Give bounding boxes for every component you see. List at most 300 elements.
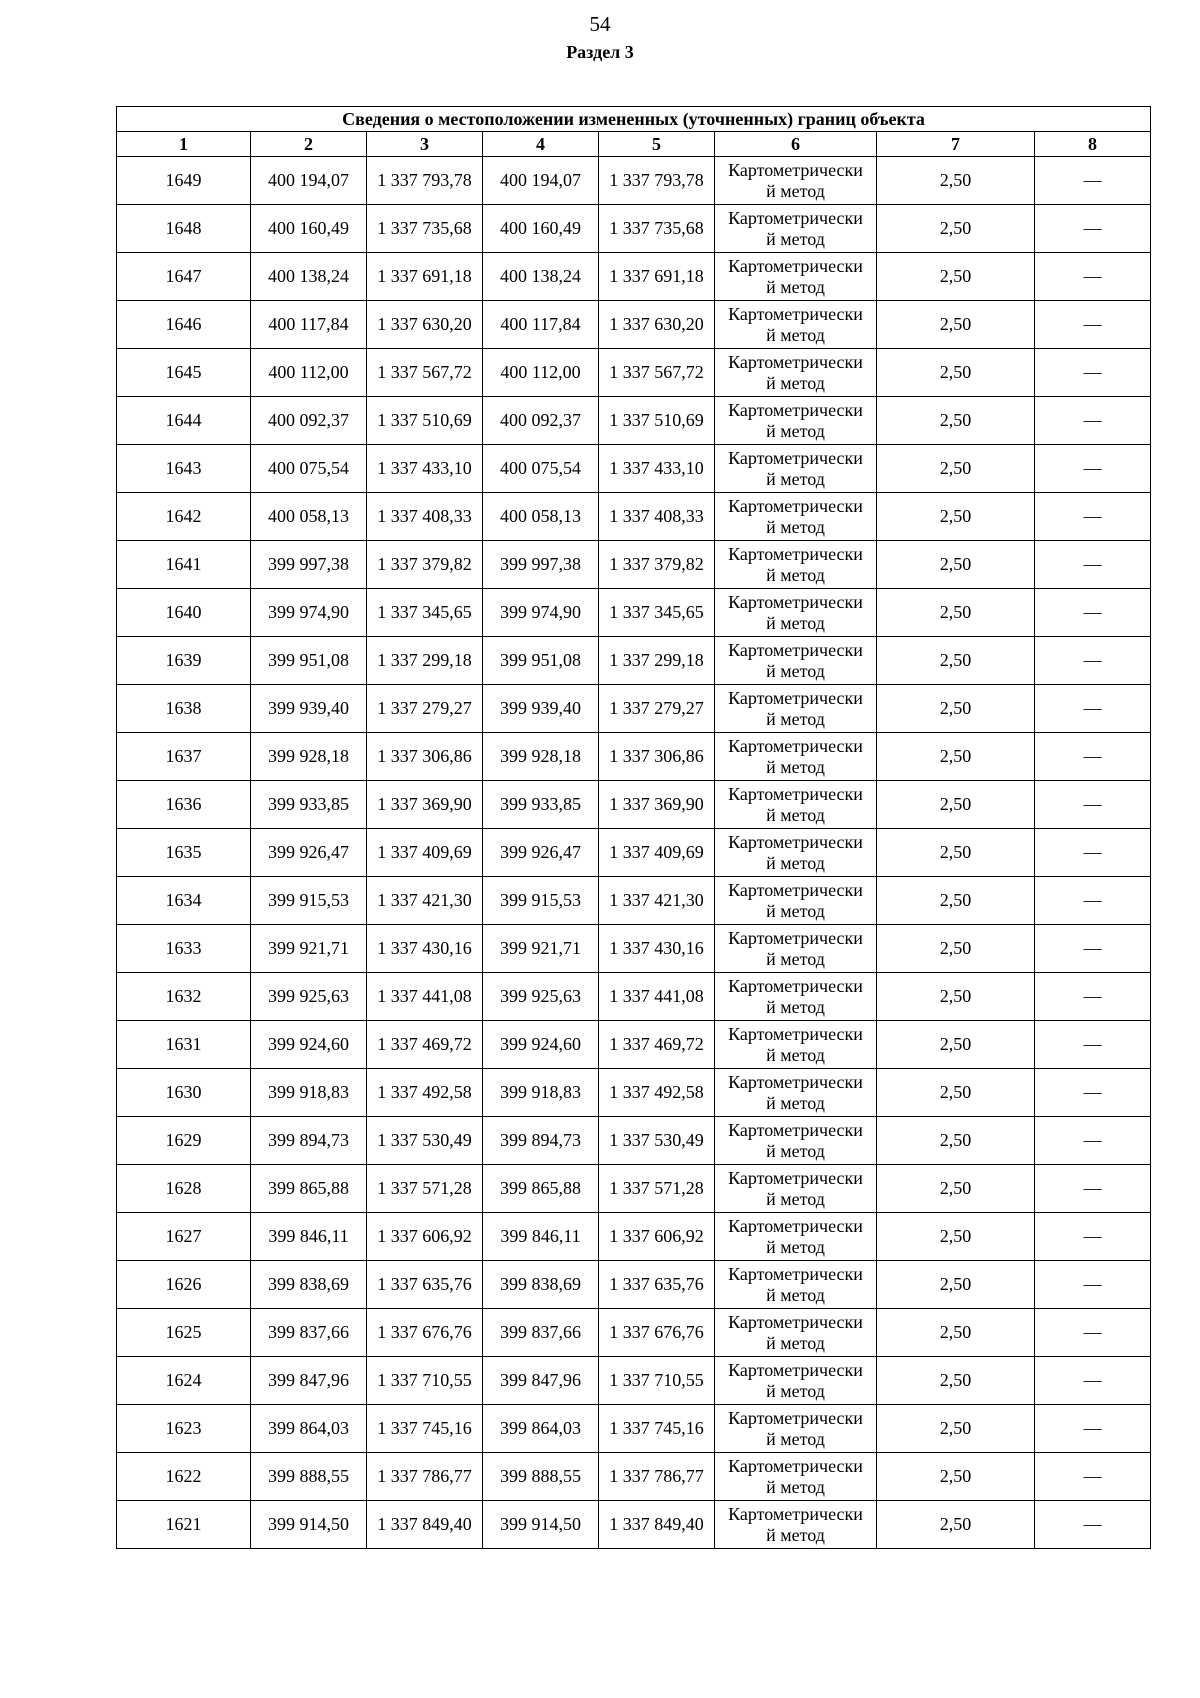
method-line-1: Картометрически <box>728 207 863 228</box>
accuracy-cell: 2,50 <box>877 301 1035 349</box>
dash-cell: — <box>1035 301 1151 349</box>
table-row <box>117 1357 1151 1405</box>
method-line-2: й метод <box>766 996 825 1017</box>
coordinate-cell: 399 939,40 <box>251 685 367 733</box>
accuracy-cell: 2,50 <box>877 829 1035 877</box>
dash-cell: — <box>1035 1453 1151 1501</box>
table-row <box>117 1021 1151 1069</box>
coordinate-cell: 1 337 630,20 <box>367 301 483 349</box>
method-line-2: й метод <box>766 948 825 969</box>
coordinate-cell: 1 337 786,77 <box>367 1453 483 1501</box>
coordinate-cell: 400 075,54 <box>483 445 599 493</box>
table-row <box>117 157 1151 205</box>
coordinate-cell: 1 337 299,18 <box>367 637 483 685</box>
method-line-2: й метод <box>766 228 825 249</box>
point-number-cell: 1644 <box>117 397 251 445</box>
coordinate-cell: 399 865,88 <box>251 1165 367 1213</box>
table-row <box>117 685 1151 733</box>
coordinate-cell: 399 864,03 <box>483 1405 599 1453</box>
table-row <box>117 733 1151 781</box>
column-header: 1 <box>117 132 251 157</box>
method-cell <box>715 253 877 301</box>
method-line-1: Картометрически <box>728 1167 863 1188</box>
table-row <box>117 829 1151 877</box>
coordinate-cell: 1 337 567,72 <box>599 349 715 397</box>
accuracy-cell: 2,50 <box>877 445 1035 493</box>
page-number: 54 <box>589 12 611 36</box>
coordinate-cell: 399 951,08 <box>483 637 599 685</box>
coordinate-cell: 399 837,66 <box>251 1309 367 1357</box>
table-row <box>117 1165 1151 1213</box>
method-line-1: Картометрически <box>728 1359 863 1380</box>
accuracy-cell: 2,50 <box>877 1213 1035 1261</box>
coordinate-cell: 399 847,96 <box>483 1357 599 1405</box>
point-number-cell: 1630 <box>117 1069 251 1117</box>
method-line-2: й метод <box>766 1332 825 1353</box>
dash-cell: — <box>1035 973 1151 1021</box>
method-cell <box>715 205 877 253</box>
accuracy-cell: 2,50 <box>877 973 1035 1021</box>
coordinate-cell: 399 926,47 <box>483 829 599 877</box>
accuracy-cell: 2,50 <box>877 733 1035 781</box>
point-number-cell: 1622 <box>117 1453 251 1501</box>
method-line-1: Картометрически <box>728 639 863 660</box>
coordinate-cell: 1 337 635,76 <box>367 1261 483 1309</box>
method-cell <box>715 1021 877 1069</box>
coordinate-cell: 1 337 441,08 <box>367 973 483 1021</box>
coordinate-cell: 1 337 571,28 <box>367 1165 483 1213</box>
method-cell <box>715 925 877 973</box>
method-cell <box>715 397 877 445</box>
method-line-1: Картометрически <box>728 1119 863 1140</box>
section-title: Раздел 3 <box>566 42 634 62</box>
coordinate-cell: 1 337 433,10 <box>599 445 715 493</box>
table-row <box>117 1309 1151 1357</box>
accuracy-cell: 2,50 <box>877 493 1035 541</box>
coordinate-cell: 399 924,60 <box>483 1021 599 1069</box>
method-cell <box>715 877 877 925</box>
method-line-1: Картометрически <box>728 1071 863 1092</box>
method-line-1: Картометрически <box>728 1455 863 1476</box>
point-number-cell: 1643 <box>117 445 251 493</box>
table-row <box>117 493 1151 541</box>
method-cell <box>715 685 877 733</box>
accuracy-cell: 2,50 <box>877 589 1035 637</box>
coordinate-cell: 399 915,53 <box>251 877 367 925</box>
dash-cell: — <box>1035 397 1151 445</box>
coordinate-cell: 1 337 279,27 <box>599 685 715 733</box>
method-cell <box>715 733 877 781</box>
table-row <box>117 253 1151 301</box>
coordinate-cell: 399 846,11 <box>251 1213 367 1261</box>
accuracy-cell: 2,50 <box>877 1069 1035 1117</box>
point-number-cell: 1633 <box>117 925 251 973</box>
coordinate-cell: 399 918,83 <box>251 1069 367 1117</box>
method-line-1: Картометрически <box>728 1503 863 1524</box>
coordinate-cell: 1 337 510,69 <box>599 397 715 445</box>
coordinate-cell: 1 337 469,72 <box>367 1021 483 1069</box>
table-row <box>117 205 1151 253</box>
column-header: 6 <box>715 132 877 157</box>
table-caption: Сведения о местоположении измененных (уточненных) границ объекта <box>117 107 1151 132</box>
coordinate-cell: 1 337 571,28 <box>599 1165 715 1213</box>
point-number-cell: 1628 <box>117 1165 251 1213</box>
coordinate-cell: 400 112,00 <box>251 349 367 397</box>
method-cell <box>715 1165 877 1213</box>
method-line-2: й метод <box>766 468 825 489</box>
column-header: 4 <box>483 132 599 157</box>
dash-cell: — <box>1035 733 1151 781</box>
point-number-cell: 1636 <box>117 781 251 829</box>
coordinate-cell: 400 138,24 <box>483 253 599 301</box>
coordinate-cell: 1 337 735,68 <box>599 205 715 253</box>
table-row <box>117 925 1151 973</box>
coordinate-cell: 1 337 430,16 <box>367 925 483 973</box>
dash-cell: — <box>1035 1261 1151 1309</box>
method-line-2: й метод <box>766 516 825 537</box>
method-line-1: Картометрически <box>728 351 863 372</box>
dash-cell: — <box>1035 157 1151 205</box>
method-cell <box>715 1357 877 1405</box>
dash-cell: — <box>1035 1309 1151 1357</box>
method-cell <box>715 781 877 829</box>
point-number-cell: 1647 <box>117 253 251 301</box>
coordinate-cell: 399 838,69 <box>251 1261 367 1309</box>
column-header: 7 <box>877 132 1035 157</box>
dash-cell: — <box>1035 781 1151 829</box>
method-cell <box>715 973 877 1021</box>
coordinate-cell: 400 138,24 <box>251 253 367 301</box>
method-cell <box>715 1213 877 1261</box>
coordinate-cell: 1 337 421,30 <box>599 877 715 925</box>
coordinate-cell: 1 337 530,49 <box>367 1117 483 1165</box>
accuracy-cell: 2,50 <box>877 877 1035 925</box>
point-number-cell: 1648 <box>117 205 251 253</box>
method-line-2: й метод <box>766 324 825 345</box>
coordinate-cell: 399 838,69 <box>483 1261 599 1309</box>
method-line-1: Картометрически <box>728 159 863 180</box>
coordinate-cell: 399 846,11 <box>483 1213 599 1261</box>
method-line-1: Картометрически <box>728 495 863 516</box>
accuracy-cell: 2,50 <box>877 157 1035 205</box>
method-line-2: й метод <box>766 420 825 441</box>
coordinate-cell: 1 337 345,65 <box>599 589 715 637</box>
accuracy-cell: 2,50 <box>877 1165 1035 1213</box>
coordinate-cell: 399 926,47 <box>251 829 367 877</box>
method-line-2: й метод <box>766 612 825 633</box>
method-cell <box>715 493 877 541</box>
coordinate-cell: 400 092,37 <box>251 397 367 445</box>
method-cell <box>715 1069 877 1117</box>
coordinate-cell: 400 117,84 <box>483 301 599 349</box>
table-row <box>117 1405 1151 1453</box>
table-row <box>117 445 1151 493</box>
method-cell <box>715 445 877 493</box>
coordinate-cell: 399 933,85 <box>483 781 599 829</box>
table-row <box>117 1069 1151 1117</box>
point-number-cell: 1638 <box>117 685 251 733</box>
method-line-2: й метод <box>766 276 825 297</box>
method-line-2: й метод <box>766 1380 825 1401</box>
accuracy-cell: 2,50 <box>877 349 1035 397</box>
method-line-1: Картометрически <box>728 1311 863 1332</box>
accuracy-cell: 2,50 <box>877 397 1035 445</box>
method-line-1: Картометрически <box>728 879 863 900</box>
point-number-cell: 1645 <box>117 349 251 397</box>
method-line-1: Картометрически <box>728 927 863 948</box>
coordinate-cell: 1 337 409,69 <box>367 829 483 877</box>
dash-cell: — <box>1035 877 1151 925</box>
coordinate-cell: 399 914,50 <box>251 1501 367 1549</box>
coordinate-cell: 399 888,55 <box>483 1453 599 1501</box>
method-line-2: й метод <box>766 1236 825 1257</box>
method-line-1: Картометрически <box>728 1215 863 1236</box>
method-line-2: й метод <box>766 804 825 825</box>
coordinate-cell: 1 337 510,69 <box>367 397 483 445</box>
dash-cell: — <box>1035 925 1151 973</box>
header-row <box>117 132 1151 157</box>
coordinate-cell: 1 337 433,10 <box>367 445 483 493</box>
coordinate-cell: 1 337 530,49 <box>599 1117 715 1165</box>
point-number-cell: 1634 <box>117 877 251 925</box>
dash-cell: — <box>1035 1357 1151 1405</box>
table-row <box>117 1453 1151 1501</box>
coordinate-cell: 1 337 691,18 <box>367 253 483 301</box>
accuracy-cell: 2,50 <box>877 1021 1035 1069</box>
point-number-cell: 1629 <box>117 1117 251 1165</box>
point-number-cell: 1632 <box>117 973 251 1021</box>
coordinate-cell: 1 337 469,72 <box>599 1021 715 1069</box>
coordinate-cell: 399 974,90 <box>251 589 367 637</box>
point-number-cell: 1621 <box>117 1501 251 1549</box>
accuracy-cell: 2,50 <box>877 1309 1035 1357</box>
method-cell <box>715 1453 877 1501</box>
coordinate-cell: 1 337 630,20 <box>599 301 715 349</box>
dash-cell: — <box>1035 349 1151 397</box>
method-line-1: Картометрически <box>728 1263 863 1284</box>
accuracy-cell: 2,50 <box>877 1117 1035 1165</box>
dash-cell: — <box>1035 205 1151 253</box>
coordinate-cell: 1 337 691,18 <box>599 253 715 301</box>
coordinate-cell: 399 928,18 <box>251 733 367 781</box>
method-line-2: й метод <box>766 1476 825 1497</box>
method-line-2: й метод <box>766 756 825 777</box>
accuracy-cell: 2,50 <box>877 1357 1035 1405</box>
coordinate-cell: 399 888,55 <box>251 1453 367 1501</box>
method-line-2: й метод <box>766 1284 825 1305</box>
coordinate-cell: 399 865,88 <box>483 1165 599 1213</box>
coordinate-cell: 1 337 421,30 <box>367 877 483 925</box>
method-line-1: Картометрически <box>728 399 863 420</box>
point-number-cell: 1625 <box>117 1309 251 1357</box>
dash-cell: — <box>1035 829 1151 877</box>
method-line-1: Картометрически <box>728 783 863 804</box>
coordinate-cell: 1 337 369,90 <box>367 781 483 829</box>
coordinate-cell: 400 075,54 <box>251 445 367 493</box>
table-row <box>117 589 1151 637</box>
method-line-1: Картометрически <box>728 255 863 276</box>
coordinate-cell: 399 924,60 <box>251 1021 367 1069</box>
accuracy-cell: 2,50 <box>877 1501 1035 1549</box>
coordinate-cell: 1 337 710,55 <box>367 1357 483 1405</box>
coordinate-cell: 399 997,38 <box>483 541 599 589</box>
point-number-cell: 1646 <box>117 301 251 349</box>
coordinate-cell: 399 925,63 <box>251 973 367 1021</box>
point-number-cell: 1626 <box>117 1261 251 1309</box>
coordinate-cell: 399 915,53 <box>483 877 599 925</box>
coordinate-cell: 400 160,49 <box>483 205 599 253</box>
method-line-2: й метод <box>766 1188 825 1209</box>
method-line-1: Картометрически <box>728 735 863 756</box>
table-row <box>117 637 1151 685</box>
coordinate-cell: 399 951,08 <box>251 637 367 685</box>
method-cell <box>715 349 877 397</box>
accuracy-cell: 2,50 <box>877 1261 1035 1309</box>
coordinate-cell: 1 337 710,55 <box>599 1357 715 1405</box>
coordinate-cell: 400 058,13 <box>251 493 367 541</box>
point-number-cell: 1641 <box>117 541 251 589</box>
point-number-cell: 1642 <box>117 493 251 541</box>
method-cell <box>715 589 877 637</box>
coordinate-cell: 1 337 408,33 <box>367 493 483 541</box>
coordinate-cell: 1 337 408,33 <box>599 493 715 541</box>
method-line-1: Картометрически <box>728 591 863 612</box>
point-number-cell: 1623 <box>117 1405 251 1453</box>
coordinate-cell: 1 337 441,08 <box>599 973 715 1021</box>
method-cell <box>715 637 877 685</box>
method-cell <box>715 541 877 589</box>
dash-cell: — <box>1035 589 1151 637</box>
column-header: 8 <box>1035 132 1151 157</box>
coordinate-cell: 399 925,63 <box>483 973 599 1021</box>
accuracy-cell: 2,50 <box>877 1405 1035 1453</box>
point-number-cell: 1631 <box>117 1021 251 1069</box>
coordinate-cell: 1 337 379,82 <box>599 541 715 589</box>
method-line-1: Картометрически <box>728 1023 863 1044</box>
method-cell <box>715 829 877 877</box>
point-number-cell: 1637 <box>117 733 251 781</box>
coordinate-cell: 399 914,50 <box>483 1501 599 1549</box>
coordinate-cell: 1 337 299,18 <box>599 637 715 685</box>
coordinate-cell: 1 337 306,86 <box>367 733 483 781</box>
table-body <box>117 157 1151 1549</box>
point-number-cell: 1639 <box>117 637 251 685</box>
table-row <box>117 397 1151 445</box>
coordinate-cell: 1 337 279,27 <box>367 685 483 733</box>
method-line-2: й метод <box>766 180 825 201</box>
coordinate-cell: 399 933,85 <box>251 781 367 829</box>
coordinate-cell: 400 160,49 <box>251 205 367 253</box>
point-number-cell: 1635 <box>117 829 251 877</box>
coordinate-cell: 400 117,84 <box>251 301 367 349</box>
coordinate-cell: 399 864,03 <box>251 1405 367 1453</box>
coordinate-cell: 1 337 430,16 <box>599 925 715 973</box>
method-cell <box>715 1117 877 1165</box>
table-row <box>117 973 1151 1021</box>
coordinate-cell: 1 337 345,65 <box>367 589 483 637</box>
dash-cell: — <box>1035 253 1151 301</box>
accuracy-cell: 2,50 <box>877 781 1035 829</box>
method-line-1: Картометрически <box>728 1407 863 1428</box>
dash-cell: — <box>1035 445 1151 493</box>
dash-cell: — <box>1035 1213 1151 1261</box>
table-row <box>117 349 1151 397</box>
table-row <box>117 541 1151 589</box>
method-line-2: й метод <box>766 1044 825 1065</box>
coordinate-cell: 399 997,38 <box>251 541 367 589</box>
dash-cell: — <box>1035 1117 1151 1165</box>
method-line-2: й метод <box>766 852 825 873</box>
coordinate-cell: 399 921,71 <box>251 925 367 973</box>
method-line-1: Картометрически <box>728 447 863 468</box>
coordinate-cell: 1 337 676,76 <box>367 1309 483 1357</box>
dash-cell: — <box>1035 1405 1151 1453</box>
accuracy-cell: 2,50 <box>877 1453 1035 1501</box>
coordinate-cell: 1 337 492,58 <box>599 1069 715 1117</box>
method-line-2: й метод <box>766 1428 825 1449</box>
dash-cell: — <box>1035 1165 1151 1213</box>
coordinate-cell: 399 918,83 <box>483 1069 599 1117</box>
coordinate-cell: 400 194,07 <box>483 157 599 205</box>
method-line-2: й метод <box>766 1140 825 1161</box>
coordinate-cell: 399 837,66 <box>483 1309 599 1357</box>
coordinate-cell: 399 921,71 <box>483 925 599 973</box>
method-line-2: й метод <box>766 1092 825 1113</box>
coordinate-cell: 1 337 606,92 <box>599 1213 715 1261</box>
dash-cell: — <box>1035 493 1151 541</box>
coordinate-cell: 1 337 369,90 <box>599 781 715 829</box>
coordinate-cell: 399 939,40 <box>483 685 599 733</box>
point-number-cell: 1627 <box>117 1213 251 1261</box>
coordinate-cell: 1 337 567,72 <box>367 349 483 397</box>
coordinate-cell: 399 928,18 <box>483 733 599 781</box>
method-line-1: Картометрически <box>728 543 863 564</box>
point-number-cell: 1649 <box>117 157 251 205</box>
method-line-2: й метод <box>766 660 825 681</box>
coordinate-cell: 1 337 492,58 <box>367 1069 483 1117</box>
coordinate-cell: 1 337 606,92 <box>367 1213 483 1261</box>
coordinate-cell: 1 337 793,78 <box>367 157 483 205</box>
dash-cell: — <box>1035 1069 1151 1117</box>
point-number-cell: 1624 <box>117 1357 251 1405</box>
method-cell <box>715 1261 877 1309</box>
method-line-2: й метод <box>766 900 825 921</box>
method-line-2: й метод <box>766 372 825 393</box>
method-line-2: й метод <box>766 708 825 729</box>
coordinate-cell: 1 337 786,77 <box>599 1453 715 1501</box>
coordinate-cell: 400 058,13 <box>483 493 599 541</box>
column-header: 3 <box>367 132 483 157</box>
table-row <box>117 301 1151 349</box>
method-cell <box>715 157 877 205</box>
method-line-2: й метод <box>766 564 825 585</box>
coordinate-cell: 400 112,00 <box>483 349 599 397</box>
table-row <box>117 1501 1151 1549</box>
accuracy-cell: 2,50 <box>877 637 1035 685</box>
coordinate-cell: 1 337 849,40 <box>367 1501 483 1549</box>
accuracy-cell: 2,50 <box>877 253 1035 301</box>
table-row <box>117 1117 1151 1165</box>
method-line-1: Картометрически <box>728 975 863 996</box>
coordinate-cell: 1 337 745,16 <box>599 1405 715 1453</box>
accuracy-cell: 2,50 <box>877 925 1035 973</box>
coordinate-cell: 399 974,90 <box>483 589 599 637</box>
dash-cell: — <box>1035 541 1151 589</box>
method-line-1: Картометрически <box>728 303 863 324</box>
accuracy-cell: 2,50 <box>877 205 1035 253</box>
method-line-1: Картометрически <box>728 687 863 708</box>
method-cell <box>715 1405 877 1453</box>
